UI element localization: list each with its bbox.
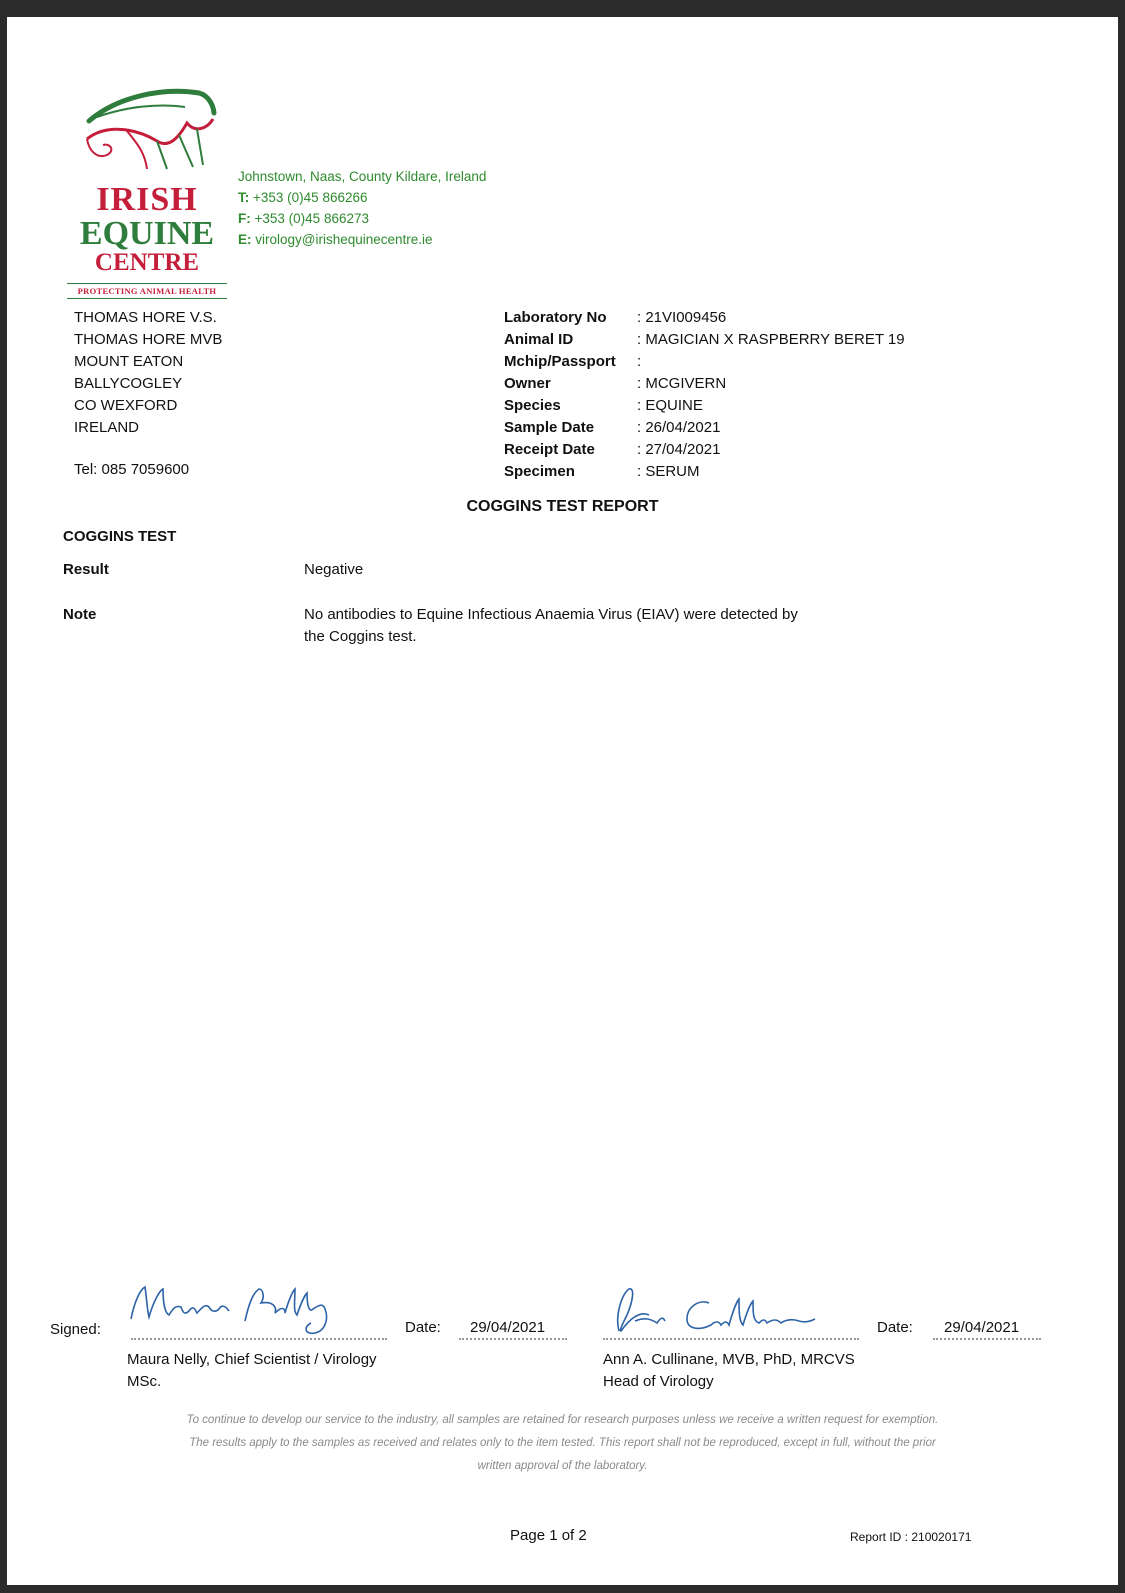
contact-address: Johnstown, Naas, County Kildare, Ireland — [238, 169, 487, 184]
address-line: THOMAS HORE V.S. — [74, 309, 217, 326]
date-line-left — [459, 1338, 567, 1340]
address-line: IRELAND — [74, 419, 140, 436]
info-row-specimen: Specimen : SERUM — [504, 463, 700, 480]
date-line-right — [933, 1338, 1041, 1340]
contact-block — [238, 166, 598, 250]
signatory-left: Maura Nelly, Chief Scientist / Virology MSc. — [127, 1351, 377, 1390]
note-label: Note — [63, 606, 97, 623]
contact-email[interactable]: E: virology@irishequinecentre.ie — [238, 232, 433, 247]
contact-fax: F: +353 (0)45 866273 — [238, 211, 369, 226]
signature-line-left — [131, 1338, 387, 1340]
footer-note-approval: written approval of the laboratory. — [477, 1460, 648, 1472]
result-value: Negative — [304, 561, 364, 578]
signature-maura-nelly — [125, 1279, 355, 1341]
footer-note-results: The results apply to the samples as received and relates only to the item tested. This report shall not be reproduced, except in full, without the prior — [189, 1437, 936, 1449]
report-title: COGGINS TEST REPORT — [466, 498, 659, 515]
logo-word-centre: CENTRE — [94, 249, 200, 276]
logo-word-equine: EQUINE — [79, 215, 215, 252]
info-row-species: Species : EQUINE — [504, 397, 703, 414]
recipient-tel: Tel: 085 7059600 — [74, 461, 190, 478]
irish-equine-centre-logo — [67, 79, 227, 309]
date-label-left: Date: — [405, 1319, 441, 1336]
test-heading: COGGINS TEST — [63, 528, 177, 545]
date-value-left: 29/04/2021 — [470, 1319, 546, 1336]
signature-ann-cullinane — [601, 1281, 841, 1343]
address-line: MOUNT EATON — [74, 353, 184, 370]
info-row-lab-no: Laboratory No : 21VI009456 — [504, 309, 727, 326]
signatory-right: Ann A. Cullinane, MVB, PhD, MRCVS Head of Virology — [603, 1351, 855, 1390]
contact-phone: T: +353 (0)45 866266 — [238, 190, 368, 205]
logo-tagline: PROTECTING ANIMAL HEALTH — [67, 283, 227, 299]
info-row-mchip: Mchip/Passport : — [504, 353, 642, 370]
report-page — [7, 17, 1118, 1585]
info-row-receipt-date: Receipt Date : 27/04/2021 — [504, 441, 721, 458]
page-number: Page 1 of 2 — [510, 1527, 587, 1544]
date-value-right: 29/04/2021 — [944, 1319, 1020, 1336]
signature-line-right — [603, 1338, 859, 1340]
recipient-address — [74, 307, 374, 439]
report-id: Report ID : 210020171 — [850, 1530, 972, 1544]
address-line: THOMAS HORE MVB — [74, 331, 223, 348]
signed-label: Signed: — [50, 1321, 101, 1338]
address-line: CO WEXFORD — [74, 397, 178, 414]
result-label: Result — [63, 561, 109, 578]
footer-note-retention: To continue to develop our service to the industry, all samples are retained for research purposes unless we receive a written request for exemption. — [186, 1414, 939, 1426]
address-line: BALLYCOGLEY — [74, 375, 183, 392]
footer-disclaimer — [47, 1409, 1078, 1478]
info-row-sample-date: Sample Date : 26/04/2021 — [504, 419, 721, 436]
info-row-animal-id: Animal ID : MAGICIAN X RASPBERRY BERET 19 — [504, 331, 905, 348]
info-row-owner: Owner : MCGIVERN — [504, 375, 727, 392]
date-label-right: Date: — [877, 1319, 913, 1336]
logo-word-irish: IRISH — [96, 181, 198, 218]
horse-logo-icon — [67, 79, 227, 179]
sample-info-table — [504, 307, 1064, 483]
note-text: No antibodies to Equine Infectious Anaemia Virus (EIAV) were detected by the Coggins test. — [304, 606, 798, 645]
